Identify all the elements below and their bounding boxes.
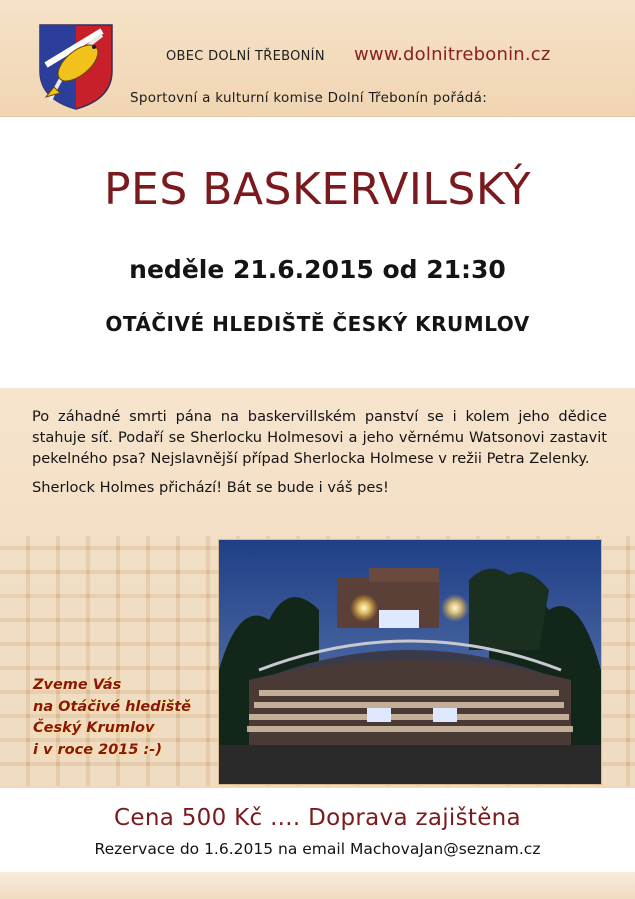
coat-of-arms-icon <box>36 21 116 111</box>
municipality-name: OBEC DOLNÍ TŘEBONÍN <box>166 49 325 64</box>
theatre-photo <box>218 539 602 785</box>
event-description <box>32 406 607 498</box>
website-link[interactable]: www.dolnitrebonin.cz <box>354 44 551 65</box>
invitation-text <box>33 675 223 761</box>
price-and-transport: Cena 500 Kč .... Doprava zajištěna <box>114 805 521 831</box>
event-venue: OTÁČIVÉ HLEDIŠTĚ ČESKÝ KRUMLOV <box>105 312 530 336</box>
invitation-line-3: Český Krumlov <box>33 720 155 736</box>
description-paragraph-1: Po záhadné smrti pána na baskervillském panství se i kolem jeho dědice stahuje síť. Podaří se Sherlocku Holmesovi a jeho věrnému Watsonovi zastavit pekelného psa? Nejslavnější případ Sherlocka Holmese v režii Petra Zelenky. <box>32 408 607 467</box>
organizer-line: Sportovní a kulturní komise Dolní Třebonín pořádá: <box>130 90 488 106</box>
invitation-line-4: i v roce 2015 :-) <box>33 741 162 758</box>
invitation-line-2: na Otáčivé hlediště <box>33 698 191 715</box>
invitation-line-1: Zveme Vás <box>33 677 122 693</box>
footer-bar <box>0 872 635 899</box>
event-date: neděle 21.6.2015 od 21:30 <box>129 255 506 284</box>
description-paragraph-2: Sherlock Holmes přichází! Bát se bude i váš pes! <box>32 479 389 496</box>
reservation-info: Rezervace do 1.6.2015 na email MachovaJan@seznam.cz <box>94 840 541 858</box>
event-title: PES BASKERVILSKÝ <box>104 164 531 215</box>
